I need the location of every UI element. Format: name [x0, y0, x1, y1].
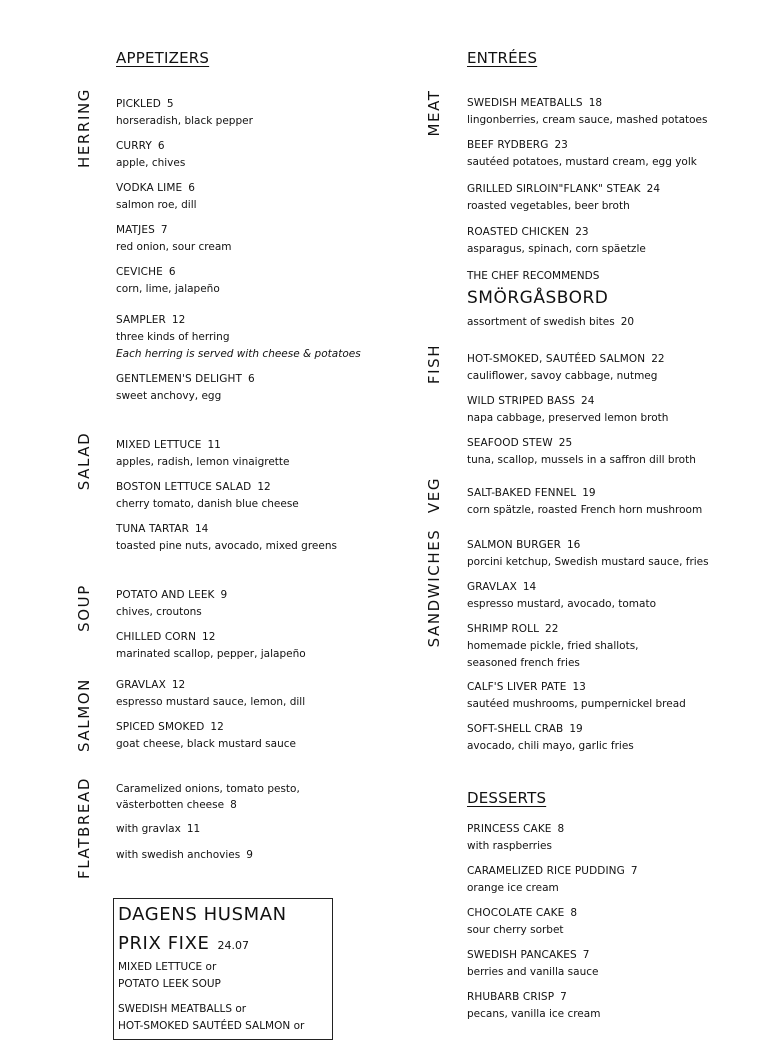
item-name: SALMON BURGER — [467, 539, 561, 551]
item-name: MIXED LETTUCE — [116, 439, 202, 451]
flatbread-description-line2 — [116, 798, 237, 812]
item-price: 8 — [557, 823, 565, 835]
item-description: corn, lime, jalapeño — [116, 283, 220, 295]
item-description: with raspberries — [467, 840, 552, 852]
item-name: PRINCESS CAKE — [467, 823, 552, 835]
item-price: 11 — [207, 439, 221, 451]
item-name: CHOCOLATE CAKE — [467, 907, 565, 919]
menu-item — [467, 901, 577, 937]
menu-item — [467, 575, 656, 611]
item-name: CALF'S LIVER PATE — [467, 681, 567, 693]
section-label-soup: SOUP — [75, 584, 93, 632]
item-name: SPICED SMOKED — [116, 721, 205, 733]
section-label-sandwiches: SANDWICHES — [425, 528, 443, 648]
menu-item — [116, 673, 305, 709]
item-description: espresso mustard sauce, lemon, dill — [116, 696, 306, 708]
prix-fixe-subtitle-text: PRIX FIXE — [118, 933, 210, 954]
item-description: corn spätzle, roasted French horn mushroom — [467, 504, 703, 516]
menu-item — [467, 91, 707, 127]
item-price: 12 — [210, 721, 224, 733]
item-description: salmon roe, dill — [116, 199, 197, 211]
item-price: 6 — [188, 182, 195, 194]
item-name: GRAVLAX — [467, 581, 517, 593]
item-name: TUNA TARTAR — [116, 523, 189, 535]
flatbread-option-label: with swedish anchovies — [116, 849, 241, 861]
section-label-veg: VEG — [425, 476, 443, 514]
prix-fixe-course-1: MIXED LETTUCE or — [118, 961, 217, 973]
item-price: 13 — [572, 681, 586, 693]
item-price: 5 — [166, 98, 174, 110]
item-name: CARAMELIZED RICE PUDDING — [467, 865, 625, 877]
prix-fixe-content — [118, 903, 304, 1033]
item-name: SOFT-SHELL CRAB — [467, 723, 564, 735]
item-price: 14 — [522, 581, 537, 593]
item-description: porcini ketchup, Swedish mustard sauce, fries — [467, 556, 709, 568]
flatbread-option-label: with gravlax — [116, 823, 181, 835]
item-description: roasted vegetables, beer broth — [467, 200, 630, 212]
item-name: SALT-BAKED FENNEL — [467, 487, 577, 499]
entrees-heading: ENTRÉES — [467, 49, 538, 67]
item-description: pecans, vanilla ice cream — [467, 1008, 601, 1020]
item-name: SEAFOOD STEW — [467, 437, 553, 449]
section-label-salmon: SALMON — [75, 678, 93, 752]
menu-item — [116, 715, 296, 751]
item-price: 6 — [157, 140, 165, 152]
item-price: 12 — [202, 631, 216, 643]
menu-item — [467, 389, 668, 425]
menu-item — [116, 260, 220, 296]
item-price: 24 — [581, 395, 595, 407]
item-name: HOT-SMOKED, SAUTÉED SALMON — [467, 353, 646, 365]
item-price: 19 — [582, 487, 596, 499]
item-name: WILD STRIPED BASS — [467, 395, 576, 407]
menu-item — [116, 92, 253, 128]
item-description: tuna, scallop, mussels in a saffron dill broth — [467, 454, 696, 466]
section-label-fish: FISH — [425, 343, 443, 385]
item-description: goat cheese, black mustard sauce — [116, 738, 296, 750]
item-description: asparagus, spinach, corn späetzle — [467, 243, 646, 255]
item-name: SWEDISH PANCAKES — [467, 949, 577, 961]
item-name: BOSTON LETTUCE SALAD — [116, 481, 252, 493]
item-price: 7 — [582, 949, 590, 961]
item-description: three kinds of herring — [116, 331, 230, 343]
item-description: berries and vanilla sauce — [467, 966, 599, 978]
item-name: CEVICHE — [116, 266, 163, 278]
item-price: 22 — [545, 623, 559, 635]
item-price: 7 — [560, 991, 567, 1003]
item-price: 6 — [168, 266, 176, 278]
item-description: horseradish, black pepper — [116, 115, 253, 127]
item-description: espresso mustard, avocado, tomato — [467, 598, 657, 610]
menu-item — [116, 218, 232, 254]
item-name: POTATO AND LEEK — [116, 589, 215, 601]
menu-item — [467, 220, 646, 256]
item-price: 12 — [171, 679, 186, 691]
prix-fixe-course-1-alt: POTATO LEEK SOUP — [118, 978, 221, 990]
flatbread-price: 8 — [230, 799, 237, 811]
menu-item — [467, 481, 702, 517]
menu-item — [116, 176, 197, 212]
flatbread-option — [116, 822, 200, 836]
item-description: sautéed potatoes, mustard cream, egg yolk — [467, 156, 697, 168]
item-name: MATJES — [116, 224, 155, 236]
prix-fixe-price: 24.07 — [217, 939, 249, 952]
item-description: homemade pickle, fried shallots, — [467, 640, 639, 652]
item-description: toasted pine nuts, avocado, mixed greens — [116, 540, 337, 552]
menu-item — [116, 625, 306, 661]
flatbread-description-line1: Caramelized onions, tomato pesto, — [116, 783, 300, 795]
flatbread-description-text: västerbotten cheese — [116, 799, 225, 811]
menu-item — [116, 583, 227, 619]
menu-item — [467, 859, 638, 895]
section-label-flatbread: FLATBREAD — [75, 777, 93, 879]
item-price: 24 — [646, 183, 661, 195]
item-price: 18 — [588, 97, 603, 109]
appetizers-heading: APPETIZERS — [116, 49, 210, 67]
item-price: 12 — [171, 314, 186, 326]
item-price: 7 — [160, 224, 168, 236]
item-description: chives, croutons — [116, 606, 202, 618]
section-label-salad: SALAD — [75, 431, 93, 491]
item-name: PICKLED — [116, 98, 161, 110]
item-price: 6 — [247, 373, 255, 385]
menu-item — [116, 475, 299, 511]
menu-item — [467, 533, 709, 569]
menu-item — [116, 433, 290, 469]
menu-item — [467, 943, 598, 979]
chef-recommends-description — [467, 315, 634, 329]
menu-item — [467, 347, 665, 383]
item-price: 19 — [569, 723, 583, 735]
menu-item — [467, 617, 639, 670]
item-note: Each herring is served with cheese & potatoes — [116, 348, 361, 360]
item-price: 23 — [575, 226, 589, 238]
item-description: apples, radish, lemon vinaigrette — [116, 456, 290, 468]
item-name: CHILLED CORN — [116, 631, 197, 643]
item-description: cauliflower, savoy cabbage, nutmeg — [467, 370, 658, 382]
item-name: GENTLEMEN'S DELIGHT — [116, 373, 242, 385]
desserts-heading: DESSERTS — [467, 789, 547, 807]
item-price: 14 — [194, 523, 209, 535]
item-price: 16 — [566, 539, 581, 551]
item-name: CURRY — [116, 140, 152, 152]
item-name: VODKA LIME — [116, 182, 183, 194]
section-label-meat: MEAT — [425, 89, 443, 137]
item-price: 23 — [554, 139, 568, 151]
prix-fixe-course-2-alt: HOT-SMOKED SAUTÉED SALMON or — [118, 1020, 305, 1032]
item-description: napa cabbage, preserved lemon broth — [467, 412, 669, 424]
chef-recommends-label: THE CHEF RECOMMENDS — [467, 270, 600, 282]
item-description: cherry tomato, danish blue cheese — [116, 498, 299, 510]
item-description: sautéed mushrooms, pumpernickel bread — [467, 698, 686, 710]
flatbread-option — [116, 848, 253, 862]
item-price: 25 — [558, 437, 573, 449]
item-description: sour cherry sorbet — [467, 924, 564, 936]
prix-fixe-course-2: SWEDISH MEATBALLS or — [118, 1003, 247, 1015]
item-name: BEEF RYDBERG — [467, 139, 549, 151]
menu-item — [116, 134, 185, 170]
item-price: 12 — [257, 481, 271, 493]
item-price: 7 — [630, 865, 638, 877]
menu-item — [467, 717, 634, 753]
menu-item — [467, 431, 696, 467]
item-description: avocado, chili mayo, garlic fries — [467, 740, 634, 752]
item-description: red onion, sour cream — [116, 241, 232, 253]
item-name: SHRIMP ROLL — [467, 623, 540, 635]
item-price: 9 — [220, 589, 228, 601]
item-name: RHUBARB CRISP — [467, 991, 555, 1003]
menu-item — [467, 177, 660, 213]
item-description: apple, chives — [116, 157, 186, 169]
chef-recommends-text: assortment of swedish bites — [467, 316, 615, 328]
item-description: marinated scallop, pepper, jalapeño — [116, 648, 306, 660]
chef-recommends-price: 20 — [620, 316, 635, 328]
item-description: sweet anchovy, egg — [116, 390, 222, 402]
item-name: GRAVLAX — [116, 679, 166, 691]
section-label-herring: HERRING — [75, 87, 93, 169]
item-description: orange ice cream — [467, 882, 559, 894]
item-name: ROASTED CHICKEN — [467, 226, 570, 238]
item-description-cont: seasoned french fries — [467, 657, 580, 669]
item-name: SAMPLER — [116, 314, 166, 326]
flatbread-option-price: 9 — [246, 849, 253, 861]
menu-item — [116, 367, 255, 403]
menu-item — [467, 675, 686, 711]
item-name: SWEDISH MEATBALLS — [467, 97, 583, 109]
item-price: 8 — [570, 907, 578, 919]
menu-item — [467, 985, 600, 1021]
menu-item — [116, 517, 337, 553]
item-name: GRILLED SIRLOIN"FLANK" STEAK — [467, 183, 641, 195]
item-price: 22 — [651, 353, 665, 365]
item-description: lingonberries, cream sauce, mashed potatoes — [467, 114, 708, 126]
menu-item — [467, 817, 564, 853]
prix-fixe-title: DAGENS HUSMAN — [118, 904, 287, 925]
chef-recommends-title: SMÖRGÅSBORD — [467, 288, 609, 308]
menu-item — [116, 308, 361, 361]
flatbread-option-price: 11 — [186, 823, 201, 835]
menu-item — [467, 133, 697, 169]
prix-fixe-box — [113, 898, 333, 1040]
prix-fixe-subtitle — [118, 932, 304, 958]
